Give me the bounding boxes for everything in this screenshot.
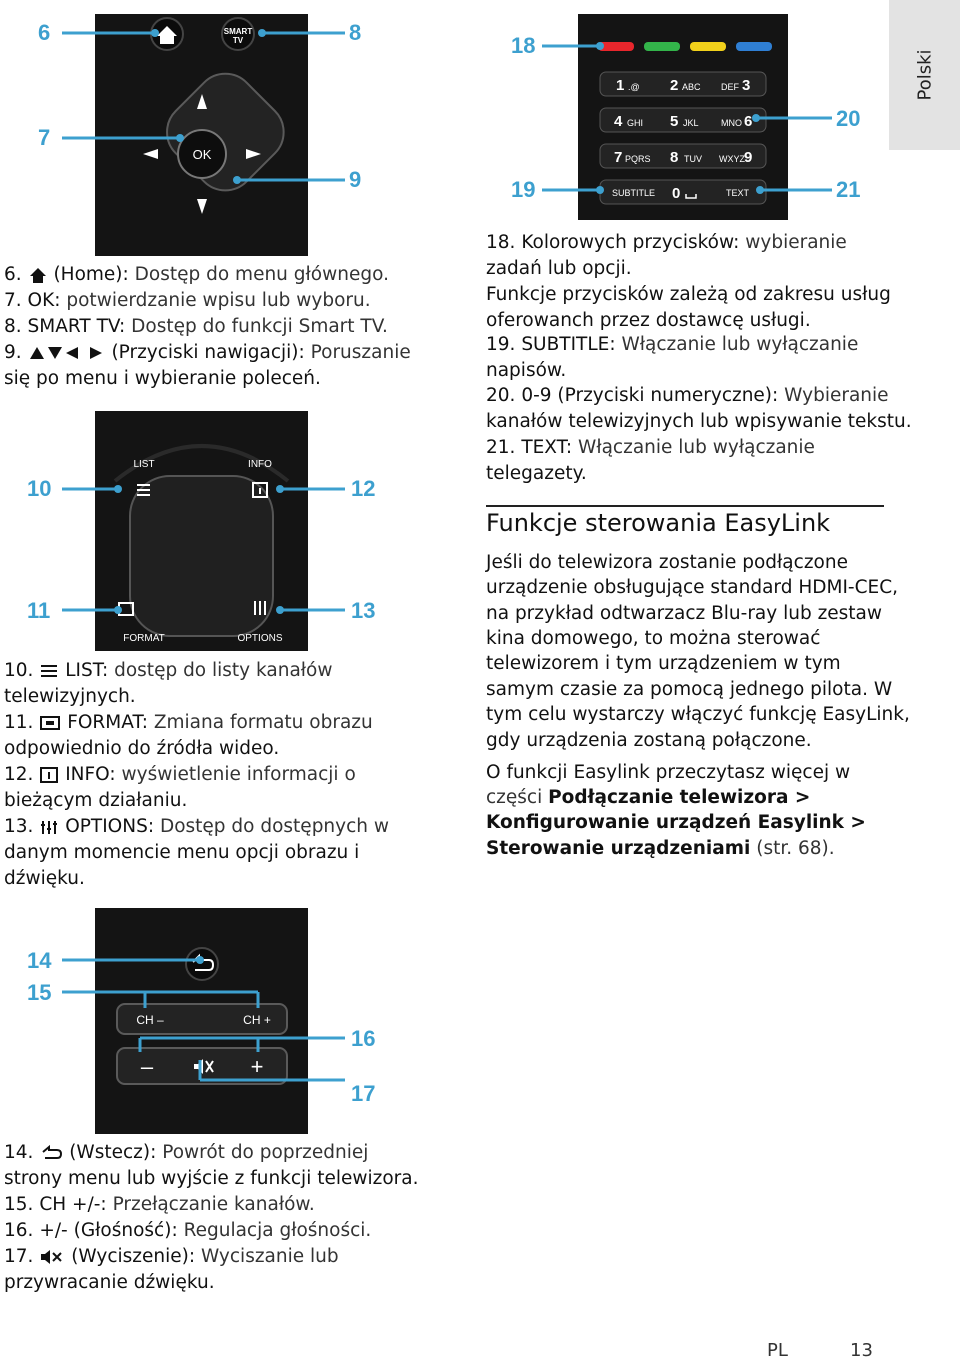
- list-label: LIST: [133, 459, 155, 470]
- key-4: 4: [614, 113, 623, 130]
- list-item-19: 19. SUBTITLE: Włączanie lub wyłączanie: [486, 334, 859, 355]
- remote-image-navigation: [95, 14, 308, 256]
- footer-language: PL: [767, 1340, 788, 1361]
- easylink-link-part3[interactable]: Sterowanie urządzeniami: [486, 838, 751, 859]
- easylink-para2-line4: Sterowanie urządzeniami (str. 68).: [486, 838, 835, 859]
- list-icon: [39, 664, 59, 678]
- remote-navigation-graphic: [95, 14, 308, 256]
- callout-14: 14: [27, 948, 52, 973]
- options-icon: [39, 819, 59, 835]
- callout-9: 9: [349, 167, 362, 192]
- easylink-para1-line8: gdy urządzenia zostaną połączone.: [486, 730, 812, 751]
- list-item-18-cont2: Funkcje przycisków zależą od zakresu usług: [486, 284, 891, 305]
- key-6: 6: [744, 113, 753, 130]
- info-label: INFO: [248, 459, 272, 470]
- list-item-19-cont: napisów.: [486, 360, 567, 381]
- easylink-para1-line1: Jeśli do telewizora zostanie podłączone: [486, 552, 848, 573]
- callout-17: 17: [351, 1081, 376, 1106]
- key-2: 2: [670, 77, 679, 94]
- list-item-16: 16. +/- (Głośność): Regulacja głośności.: [4, 1220, 372, 1241]
- list-item-9-cont: się po menu i wybieranie poleceń.: [4, 368, 321, 389]
- list-item-17-cont: przywracanie dźwięku.: [4, 1272, 215, 1293]
- list-item-21-cont: telegazety.: [486, 463, 587, 484]
- key-1: 1: [616, 77, 625, 94]
- list-item-14: 14. (Wstecz): Powrót do poprzedniej: [4, 1142, 369, 1163]
- callout-10: 10: [27, 476, 52, 501]
- key-4-sub: GHI: [627, 118, 644, 128]
- list-item-14-cont: strony menu lub wyjście z funkcji telewizora.: [4, 1168, 419, 1189]
- easylink-para1-line3: na przykład odtwarzacz Blu-ray lub zestaw: [486, 603, 883, 624]
- color-key-yellow: [690, 42, 726, 51]
- list-item-13-cont2: dźwięku.: [4, 868, 85, 889]
- key-8-sub: TUV: [684, 154, 702, 164]
- key-1-sub: .@: [628, 82, 640, 92]
- color-key-red: [598, 42, 634, 51]
- callout-8: 8: [349, 20, 362, 45]
- remote-list-info-graphic: [95, 411, 308, 651]
- format-label: FORMAT: [123, 633, 165, 644]
- remote-image-volume: [95, 908, 308, 1134]
- ok-label: OK: [192, 147, 212, 162]
- key-5-sub: JKL: [683, 118, 699, 128]
- list-item-9: 9. (Przyciski nawigacji): Poruszanie: [4, 342, 411, 363]
- callout-12: 12: [351, 476, 376, 501]
- key-9: 9: [744, 149, 753, 166]
- remote-volume-graphic: [95, 908, 308, 1134]
- callout-6: 6: [38, 20, 51, 45]
- key-5: 5: [670, 113, 679, 130]
- callout-16: 16: [351, 1026, 376, 1051]
- color-key-green: [644, 42, 680, 51]
- callout-15: 15: [27, 980, 52, 1005]
- list-item-7: 7. OK: potwierdzanie wpisu lub wyboru.: [4, 290, 371, 311]
- page-number: 13: [850, 1340, 873, 1361]
- callout-21: 21: [836, 177, 861, 202]
- home-icon: [28, 266, 48, 284]
- easylink-link-part2[interactable]: Konfigurowanie urządzeń Easylink >: [486, 812, 866, 833]
- color-key-blue: [736, 42, 772, 51]
- section-title: Funkcje sterowania EasyLink: [486, 509, 831, 537]
- key-9-sub: WXYZ: [719, 154, 745, 164]
- list-item-18-cont: zadań lub opcji.: [486, 258, 632, 279]
- mute-icon: [39, 1249, 65, 1265]
- key-0: 0: [672, 185, 681, 202]
- key-3-sub: DEF: [721, 82, 739, 92]
- key-2-sub: ABC: [682, 82, 701, 92]
- list-item-8: 8. SMART TV: Dostęp do funkcji Smart TV.: [4, 316, 388, 337]
- easylink-para1-line5: telewizorem i tym urządzeniem w tym: [486, 653, 841, 674]
- list-item-13-cont: danym momencie menu opcji obrazu i: [4, 842, 360, 863]
- key-3: 3: [742, 77, 751, 94]
- list-item-20-cont: kanałów telewizyjnych lub wpisywanie tekstu.: [486, 411, 912, 432]
- remote-image-keypad: [578, 14, 788, 220]
- list-item-18-cont3: oferowanch przez dostawcę usługi.: [486, 310, 811, 331]
- nav-pad: [130, 476, 273, 636]
- smart-tv-label-bottom: TV: [232, 36, 244, 45]
- key-6-sub: MNO: [721, 118, 742, 128]
- language-tab: [889, 0, 960, 150]
- list-item-10: 10. LIST: dostęp do listy kanałów: [4, 660, 333, 681]
- easylink-para1-line2: urządzenie obsługujące standard HDMI-CEC,: [486, 577, 898, 598]
- subtitle-key: SUBTITLE: [612, 188, 656, 198]
- list-item-13: 13. OPTIONS: Dostęp do dostępnych w: [4, 816, 390, 837]
- callout-19: 19: [511, 177, 536, 202]
- key-8: 8: [670, 149, 679, 166]
- volume-plus-label: +: [250, 1054, 264, 1079]
- callout-20: 20: [836, 106, 861, 131]
- list-item-20: 20. 0-9 (Przyciski numeryczne): Wybieranie: [486, 385, 889, 406]
- list-item-10-cont: telewizyjnych.: [4, 686, 136, 707]
- format-icon: [39, 715, 61, 731]
- ch-minus-label: CH –: [136, 1013, 164, 1027]
- easylink-link-part1[interactable]: Podłączanie telewizora >: [548, 787, 811, 808]
- easylink-para2-line1: O funkcji Easylink przeczytasz więcej w: [486, 762, 851, 783]
- easylink-para2-line2: części Podłączanie telewizora >: [486, 787, 811, 808]
- volume-minus-label: –: [140, 1054, 154, 1079]
- list-item-17: 17. (Wyciszenie): Wyciszanie lub: [4, 1246, 339, 1267]
- list-item-21: 21. TEXT: Włączanie lub wyłączanie: [486, 437, 815, 458]
- list-item-11: 11. FORMAT: Zmiana formatu obrazu: [4, 712, 373, 733]
- key-7: 7: [614, 149, 623, 166]
- remote-image-list-info: [95, 411, 308, 651]
- info-icon: [39, 766, 59, 784]
- list-item-12: 12. INFO: wyświetlenie informacji o: [4, 764, 356, 785]
- list-item-6: 6. (Home): Dostęp do menu głównego.: [4, 264, 389, 285]
- list-item-15: 15. CH +/-: Przełączanie kanałów.: [4, 1194, 315, 1215]
- list-item-11-cont: odpowiednio do źródła wideo.: [4, 738, 280, 759]
- list-item-18: 18. Kolorowych przycisków: wybieranie: [486, 232, 847, 253]
- text-key: TEXT: [726, 188, 750, 198]
- callout-13: 13: [351, 598, 376, 623]
- easylink-para1-line7: tym celu wystarczy włączyć funkcję EasyLink,: [486, 704, 910, 725]
- navigation-arrows-icon: [28, 345, 106, 361]
- easylink-para1-line6: samym czasie za pomocą jednego pilota. W: [486, 679, 893, 700]
- back-icon: [39, 1145, 63, 1161]
- smart-tv-label-top: SMART: [223, 27, 253, 36]
- section-divider: [486, 505, 884, 507]
- remote-keypad-graphic: [578, 14, 788, 220]
- callout-7: 7: [38, 125, 51, 150]
- easylink-para1-line4: kina domowego, to można sterować: [486, 628, 821, 649]
- callout-18: 18: [511, 33, 536, 58]
- ch-plus-label: CH +: [243, 1013, 271, 1027]
- language-label: Polski: [914, 49, 935, 101]
- options-label: OPTIONS: [237, 633, 283, 644]
- list-item-12-cont: bieżącym działaniu.: [4, 790, 188, 811]
- callout-11: 11: [27, 598, 51, 623]
- key-7-sub: PQRS: [625, 154, 651, 164]
